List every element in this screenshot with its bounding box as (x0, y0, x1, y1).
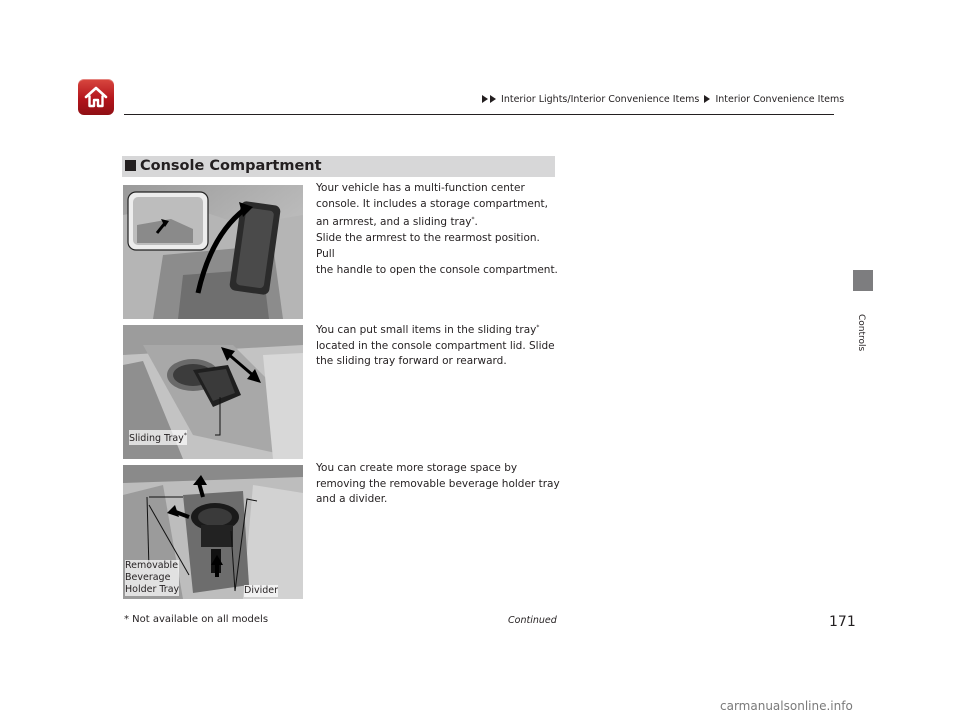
page-number: 171 (829, 614, 856, 630)
callout-text: Beverage (125, 572, 171, 583)
text-line: Slide the armrest to the rearmost position. Pull (316, 232, 540, 260)
section-title: Console Compartment (140, 158, 322, 174)
footnote: * Not available on all models (124, 614, 269, 625)
paragraph-sliding-tray (316, 320, 560, 370)
text-line: You can create more storage space by (316, 462, 518, 474)
text-line (316, 320, 560, 339)
breadcrumb (482, 94, 844, 105)
breadcrumb-item[interactable]: Interior Lights/Interior Convenience Items (501, 94, 700, 105)
header-divider (124, 114, 834, 115)
footnote-mark: * (183, 432, 187, 439)
continued-label: Continued (508, 615, 557, 626)
text-span: an armrest, and a sliding tray (316, 216, 472, 229)
callout-text: Divider (244, 585, 278, 596)
triangle-icon (482, 95, 488, 103)
text-line: an armrest, and a sliding tray*. (316, 216, 478, 229)
footnote-mark: * (471, 216, 475, 224)
callout-divider (244, 585, 278, 597)
text-span: You can put small items in the sliding tray (316, 324, 537, 336)
text-line: the sliding tray forward or rearward. (316, 355, 507, 368)
callout-removable-beverage-holder-tray (125, 560, 179, 596)
callout-sliding-tray (129, 430, 187, 445)
text-line: console. It includes a storage compartment, (316, 197, 548, 210)
callout-text: Sliding Tray (129, 433, 184, 444)
chapter-tab[interactable] (853, 270, 873, 291)
home-icon (83, 84, 109, 110)
square-bullet-icon (125, 160, 136, 171)
text-line: and a divider. (316, 493, 388, 506)
callout-text: Holder Tray (125, 584, 180, 595)
chapter-tab-text: Controls (856, 314, 866, 352)
callout-text: Removable (125, 560, 179, 571)
text-line: the handle to open the console compartment. (316, 263, 558, 276)
paragraph-storage-space (316, 461, 560, 508)
section-heading (122, 156, 555, 177)
triangle-icon (490, 95, 496, 103)
triangle-icon (704, 95, 710, 103)
breadcrumb-item[interactable]: Interior Convenience Items (715, 94, 845, 105)
home-button[interactable] (78, 79, 114, 115)
console-compartment-illustration (123, 185, 303, 319)
text-line: Your vehicle has a multi-function center (316, 182, 525, 194)
watermark: carmanualsonline.info (720, 699, 853, 713)
footnote-mark: * (536, 324, 540, 331)
paragraph-console-intro (316, 181, 560, 278)
text-line: removing the removable beverage holder tray (316, 477, 560, 490)
text-line: located in the console compartment lid. Slide (316, 339, 555, 352)
